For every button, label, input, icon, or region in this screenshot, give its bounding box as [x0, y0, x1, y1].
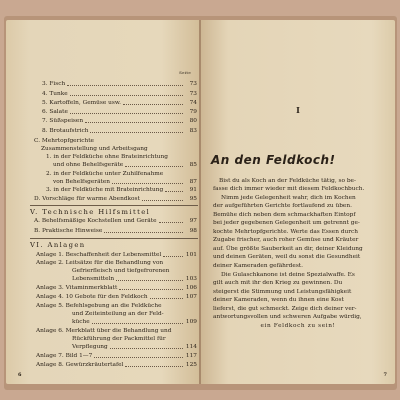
body-text-line: kochte Mehrtopfgerichte. Werte das Essen durch [213, 229, 358, 235]
toc-entry-line: Anlage 2. Leitsätze für die Behandlung von [36, 260, 164, 266]
chapter-number: I [296, 105, 300, 115]
toc-entry: Anlage 3. Vitaminmerkblatt 106 [36, 285, 197, 291]
body-text-line: bei jeder gegebenen Gelegenheit um getrennt ge- [213, 220, 360, 226]
toc-entry: 5. Kartoffeln, Gemüse usw. 74 [42, 100, 197, 106]
body-text-line: deiner Kameraden gefährdest. [213, 263, 303, 269]
toc-entry: Anlage 7. Bild 1—7 117 [36, 353, 197, 359]
body-text-line: Die Gulaschkanone ist deine Spezialwaffe. Es [221, 272, 355, 278]
body-text-line: deiner Kameraden, wenn du ihnen eine Kost [213, 297, 344, 303]
body-text-line: Bemühe dich neben dem schmackhaften Eintopf [213, 212, 356, 218]
body-text-line: gilt auch mit ihr den Krieg zu gewinnen. Du [213, 280, 343, 286]
toc-entry: Anlage 4. 10 Gebote für den Feldkoch 107 [36, 294, 197, 300]
body-text-line: antwortungsvollen und schweren Aufgabe würdig, [213, 314, 362, 320]
toc-entry: 6. Salate 79 [42, 109, 197, 115]
body-text-line: lieferst, die gut schmeckt. Zeige dich deiner ver- [213, 306, 357, 312]
toc-entry: küche 109 [72, 319, 197, 325]
toc-entry: und ohne Behelfsgeräte 85 [53, 162, 197, 168]
toc-entry: Verpflegung 114 [72, 344, 197, 350]
open-booklet [4, 16, 397, 390]
left-page [6, 20, 200, 384]
body-text-line: der aufgeführten Gerichte fortlaufend zu üben. [213, 203, 352, 209]
toc-entry: D. Vorschläge für warme Abendkost 95 [34, 196, 197, 202]
toc-entry-line: Gefrierfleisch und tiefgefrorenen [72, 268, 170, 274]
toc-entry: von Behelfsgeräten 87 [53, 179, 197, 185]
toc-entry: A. Behelfsmäßige Kochstellen und Geräte 97 [34, 218, 197, 224]
body-text-line: Zugabe frischer, auch roher Gemüse und Kräuter [213, 237, 359, 243]
body-text-line: Nimm jede Gelegenheit wahr, dich im Kochen [221, 195, 356, 201]
toc-entry: Anlage 8. Gewürzkräutertafel 125 [36, 362, 197, 368]
body-text-line: ein Feldkoch zu sein! [260, 323, 336, 329]
divider-rule [30, 238, 198, 239]
toc-entry-line: 2. in der Feldküche unter Zuhilfenahme [46, 171, 164, 177]
body-text-line: auf. Übe größte Sauberkeit an dir, deiner Kleidung [213, 246, 363, 252]
toc-entry: 3. Fisch 73 [42, 81, 197, 87]
toc-entry-line: und Zeiteinteilung an der Feld- [72, 311, 164, 317]
toc-entry: Anlage 1. Beschaffenheit der Lebensmittel 101 [36, 252, 197, 258]
toc-entry-line: Anlage 6. Merkblatt über die Behandlung und [36, 328, 172, 334]
toc-entry: 3. in der Feldküche mit Brateinrichtung 91 [46, 187, 197, 193]
toc-section-heading-vi: VI. Anlagen [30, 241, 86, 249]
page-number-right: 7 [383, 372, 387, 378]
divider-rule [30, 205, 198, 206]
toc-entry: Lebensmitteln 103 [72, 276, 197, 282]
toc-section-c: C. Mehrtopfgerichte [34, 138, 94, 144]
toc-section-heading-v: V. Technische Hilfsmittel [30, 208, 151, 216]
toc-entry: 4. Tunke 73 [42, 91, 197, 97]
toc-entry-line: Rückführung der Packmittel für [72, 336, 166, 342]
body-text-line: Bist du als Koch an der Feldküche tätig, so be- [219, 178, 356, 184]
body-text-line: und deinen Geräten, weil du sonst die Gesundheit [213, 254, 361, 260]
toc-entry: B. Praktische Hinweise 98 [34, 228, 197, 234]
body-text-line: steigerst die Stimmung und Leistungsfähigkeit [213, 289, 352, 295]
toc-entry: 8. Brotaufstrich 83 [42, 128, 197, 134]
toc-entry-line: 1. in der Feldküche ohne Brateinrichtung [46, 154, 168, 160]
toc-subheading: Zusammenstellung und Arbeitsgang [41, 146, 148, 152]
body-text-line: fasse dich immer wieder mit diesem Feldkochbuch. [213, 186, 365, 192]
toc-entry: 7. Süßspeisen 80 [42, 118, 197, 124]
seite-column-label: Seite [179, 70, 191, 75]
page-number-left: 6 [18, 372, 22, 378]
toc-entry-line: Anlage 5. Befehlsgebung an die Feldküche [36, 303, 162, 309]
chapter-title: An den Feldkoch! [211, 153, 336, 167]
table-of-contents [6, 20, 200, 384]
right-page [201, 20, 395, 384]
